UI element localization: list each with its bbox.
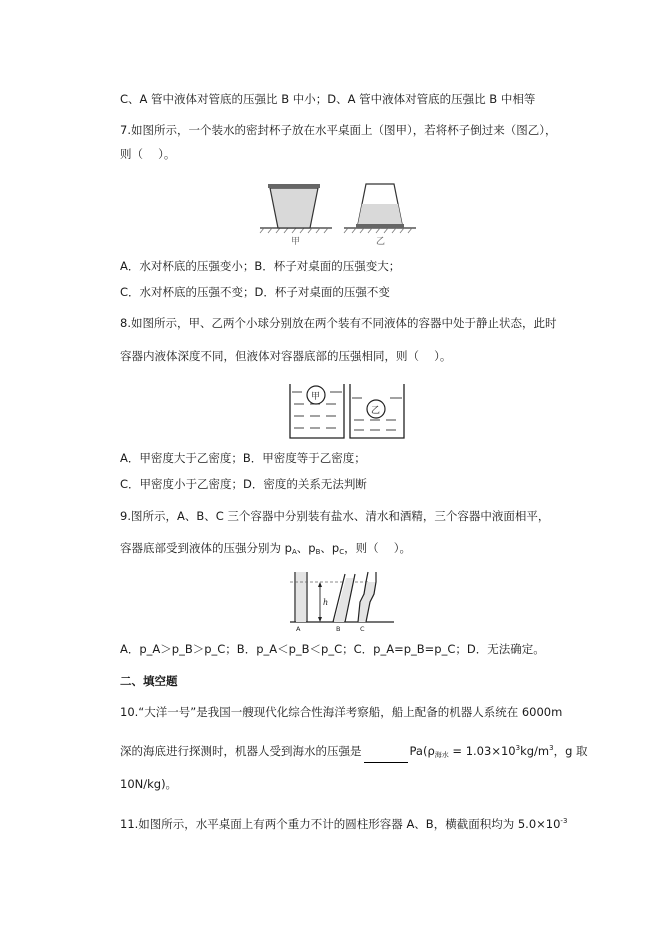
q11-line-1	[120, 813, 567, 832]
q9-pC-sub: C	[339, 548, 345, 556]
q9-stem-text: 容器底部受到液体的压强分别为	[120, 541, 285, 555]
q10-unit: Pa(ρ	[409, 744, 435, 758]
q7-figure-cups	[258, 176, 418, 250]
q7-option-cd: C．水对杯底的压强不变；D．杯子对桌面的压强不变	[120, 285, 390, 299]
q8-ball-left-label: 甲	[311, 392, 321, 402]
q8-option-cd: C．甲密度小于乙密度；D．密度的关系无法判断	[120, 477, 367, 491]
q9-figure-label-h: h	[323, 598, 329, 607]
q10-line-1: 10.“大洋一号”是我国一艘现代化综合性海洋考察船，船上配备的机器人系统在 6000m	[120, 705, 563, 719]
q9-pA-sub: A	[291, 548, 297, 556]
q7-figure-label-right: 乙	[376, 237, 386, 247]
q11-text: 11.如图所示，水平桌面上有两个重力不计的圆柱形容器 A、B，横截面积均为 5.0×10	[120, 817, 561, 831]
q9-pB-sub: B	[315, 548, 321, 556]
q10-line-3: 10N/kg)。	[120, 777, 178, 791]
q9-stem-end: ，则（ ）。	[344, 541, 411, 555]
q7-stem-line-2: 则（ ）。	[120, 147, 176, 161]
q8-ball-right-label: 乙	[371, 406, 381, 416]
q8-option-ab: A．甲密度大于乙密度；B．甲密度等于乙密度；	[120, 451, 366, 465]
q10-g: ，g 取	[553, 744, 588, 758]
q9-sep-1: 、	[296, 541, 309, 555]
q9-figure-label-b: B	[336, 625, 341, 633]
q10-exp: 3	[515, 744, 521, 752]
q10-kgm: kg/m	[520, 744, 550, 758]
q7-stem-line-1: 7.如图所示，一个装水的密封杯子放在水平桌面上（图甲），若将杯子倒过来（图乙），	[120, 123, 557, 137]
q9-pA: p	[284, 541, 292, 555]
q8-stem-line-1: 8.如图所示，甲、乙两个小球分别放在两个装有不同液体的容器中处于静止状态，此时	[120, 316, 557, 330]
q10-line-2	[120, 740, 588, 763]
q7-figure-label-left: 甲	[291, 237, 301, 247]
q8-figure-containers	[286, 382, 410, 444]
section-title: 二、填空题	[120, 674, 178, 688]
q9-stem-line-1: 9.图所示，A、B、C 三个容器中分别装有盐水、清水和酒精，三个容器中液面相平，	[120, 509, 550, 523]
q7-option-ab: A．水对杯底的压强变小；B．杯子对桌面的压强变大；	[120, 259, 401, 273]
q8-stem-line-2: 容器内液体深度不同，但液体对容器底部的压强相同，则（ ）。	[120, 349, 452, 363]
q9-stem-line-2	[120, 540, 411, 560]
q9-sep-2: 、	[320, 541, 332, 555]
q9-figure-containers	[288, 568, 396, 634]
q9-pC: p	[331, 541, 340, 555]
q10-answer-blank[interactable]	[364, 750, 408, 763]
q9-figure-label-c: C	[360, 625, 365, 633]
q10-text: 深的海底进行探测时，机器人受到海水的压强是	[120, 744, 362, 758]
q9-options: A．p_A＞p_B＞p_C；B．p_A＜p_B＜p_C；C．p_A=p_B=p_C；D．无法确定。	[120, 642, 545, 656]
q6-option-cd: C、A 管中液体对管底的压强比 B 中小；D、A 管中液体对管底的压强比 B 中相等	[120, 92, 536, 106]
q10-rho-sub: 海水	[434, 751, 449, 759]
q10-rho-value: = 1.03×10	[448, 744, 516, 758]
q9-pB: p	[308, 541, 316, 555]
q11-exp: -3	[560, 817, 568, 825]
q9-figure-label-a: A	[296, 625, 301, 633]
q10-exp-m: 3	[549, 744, 554, 752]
